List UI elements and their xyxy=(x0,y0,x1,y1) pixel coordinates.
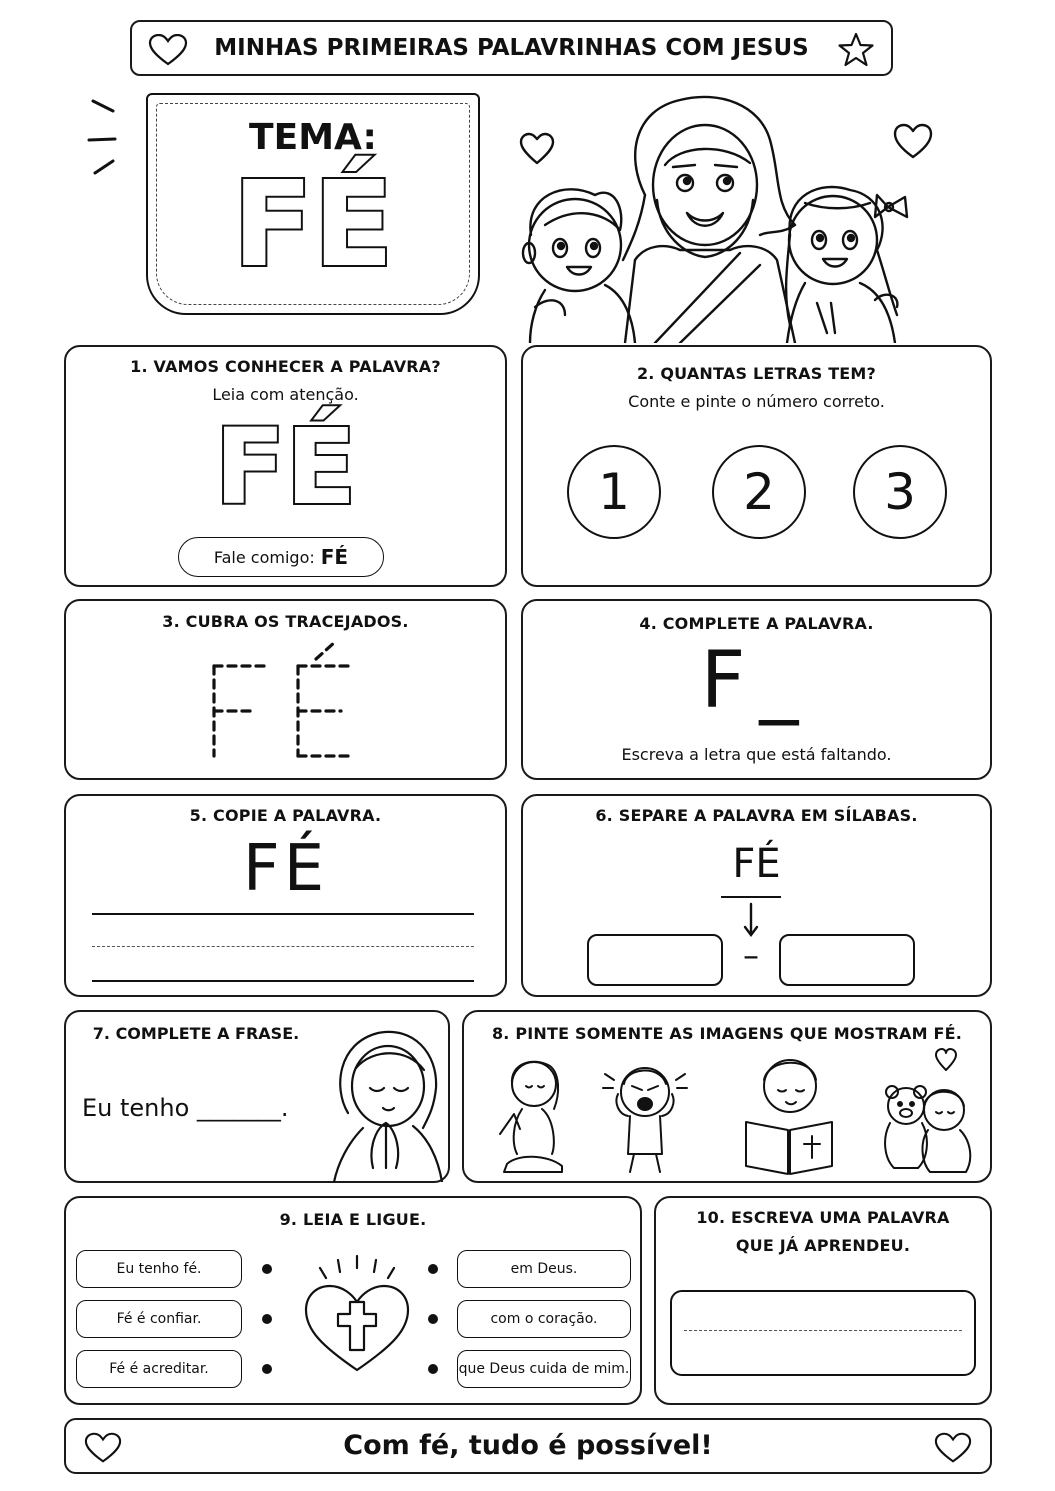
syllable-divider-line xyxy=(721,896,781,898)
section-6-card xyxy=(521,794,992,997)
section-4-title: 4. COMPLETE A PALAVRA. xyxy=(639,614,874,633)
section-7-card xyxy=(64,1010,450,1183)
right-connector-dot-2[interactable] xyxy=(428,1314,438,1324)
syllable-box-2[interactable] xyxy=(779,934,915,986)
section-3-card xyxy=(64,599,507,780)
image-praying-child[interactable] xyxy=(492,1054,572,1176)
right-phrase-1[interactable]: em Deus. xyxy=(457,1250,631,1288)
writing-line-bottom[interactable] xyxy=(92,980,474,982)
speak-label: Fale comigo: xyxy=(213,547,315,567)
section-5-card xyxy=(64,794,507,997)
image-angry-child[interactable] xyxy=(600,1054,690,1176)
left-phrase-3[interactable]: Fé é acreditar. xyxy=(76,1350,242,1388)
number-option-3[interactable]: 3 xyxy=(853,445,947,539)
footer-text: Com fé, tudo é possível! xyxy=(343,1430,713,1461)
left-phrase-2[interactable]: Fé é confiar. xyxy=(76,1300,242,1338)
theme-label: TEMA: xyxy=(249,117,377,158)
traceable-letters[interactable] xyxy=(206,641,366,761)
section-9-card xyxy=(64,1196,642,1405)
section-6-word: FÉ xyxy=(732,841,781,887)
heart-icon xyxy=(148,34,188,66)
image-child-hugging-teddy[interactable] xyxy=(874,1048,980,1178)
star-icon xyxy=(837,32,875,68)
section-2-card xyxy=(521,345,992,587)
footer-banner xyxy=(64,1418,992,1474)
left-connector-dot-2[interactable] xyxy=(262,1314,272,1324)
number-option-2[interactable]: 2 xyxy=(712,445,806,539)
theme-word: FÉ xyxy=(232,155,394,293)
number-option-1[interactable]: 1 xyxy=(567,445,661,539)
heart-icon xyxy=(84,1432,122,1464)
writing-line-middle[interactable] xyxy=(92,946,474,947)
section-2-subtitle: Conte e pinte o número correto. xyxy=(628,392,885,411)
jesus-with-children-illustration xyxy=(505,85,935,343)
section-1-title: 1. VAMOS CONHECER A PALAVRA? xyxy=(130,357,441,376)
section-8-title: 8. PINTE SOMENTE AS IMAGENS QUE MOSTRAM FÉ. xyxy=(491,1024,963,1043)
section-7-title: 7. COMPLETE A FRASE. xyxy=(92,1024,300,1043)
section-10-title-line-2: QUE JÁ APRENDEU. xyxy=(735,1236,911,1255)
right-connector-dot-3[interactable] xyxy=(428,1364,438,1374)
section-7-sentence[interactable]: Eu tenho _______. xyxy=(82,1094,289,1122)
right-connector-dot-1[interactable] xyxy=(428,1264,438,1274)
heart-icon xyxy=(934,1432,972,1464)
section-1-word: FÉ xyxy=(214,406,357,528)
section-10-title-line-1: 10. ESCREVA UMA PALAVRA xyxy=(696,1208,950,1227)
header-banner xyxy=(130,20,893,76)
praying-child-illustration xyxy=(328,1018,446,1182)
section-6-title: 6. SEPARE A PALAVRA EM SÍLABAS. xyxy=(595,806,918,825)
section-4-instruction: Escreva a letra que está faltando. xyxy=(621,745,892,764)
section-5-word: FÉ xyxy=(242,832,329,906)
heart-with-cross-icon xyxy=(292,1250,422,1380)
section-3-title: 3. CUBRA OS TRACEJADOS. xyxy=(162,612,409,631)
left-connector-dot-1[interactable] xyxy=(262,1264,272,1274)
word-writing-box[interactable] xyxy=(670,1290,976,1376)
section-1-card xyxy=(64,345,507,587)
right-phrase-2[interactable]: com o coração. xyxy=(457,1300,631,1338)
syllable-separator: – xyxy=(743,936,759,974)
writing-line-top[interactable] xyxy=(92,913,474,915)
word-writing-guide-line xyxy=(684,1330,962,1331)
section-9-title: 9. LEIA E LIGUE. xyxy=(279,1210,427,1229)
incomplete-word[interactable]: F_ xyxy=(700,636,813,726)
section-5-title: 5. COPIE A PALAVRA. xyxy=(189,806,382,825)
page-title: MINHAS PRIMEIRAS PALAVRINHAS COM JESUS xyxy=(214,35,809,61)
section-8-card xyxy=(462,1010,992,1183)
section-10-card xyxy=(654,1196,992,1405)
theme-card xyxy=(146,93,480,315)
speak-word: FÉ xyxy=(320,545,349,569)
left-phrase-1[interactable]: Eu tenho fé. xyxy=(76,1250,242,1288)
arrow-down-icon xyxy=(742,902,760,938)
speak-pill xyxy=(178,537,384,577)
section-4-card xyxy=(521,599,992,780)
left-connector-dot-3[interactable] xyxy=(262,1364,272,1374)
syllable-box-1[interactable] xyxy=(587,934,723,986)
decorative-lines xyxy=(85,95,130,185)
right-phrase-3[interactable]: que Deus cuida de mim. xyxy=(457,1350,631,1388)
section-2-title: 2. QUANTAS LETRAS TEM? xyxy=(636,364,877,383)
image-child-reading-bible[interactable] xyxy=(740,1050,838,1178)
section-1-subtitle: Leia com atenção. xyxy=(212,385,359,404)
